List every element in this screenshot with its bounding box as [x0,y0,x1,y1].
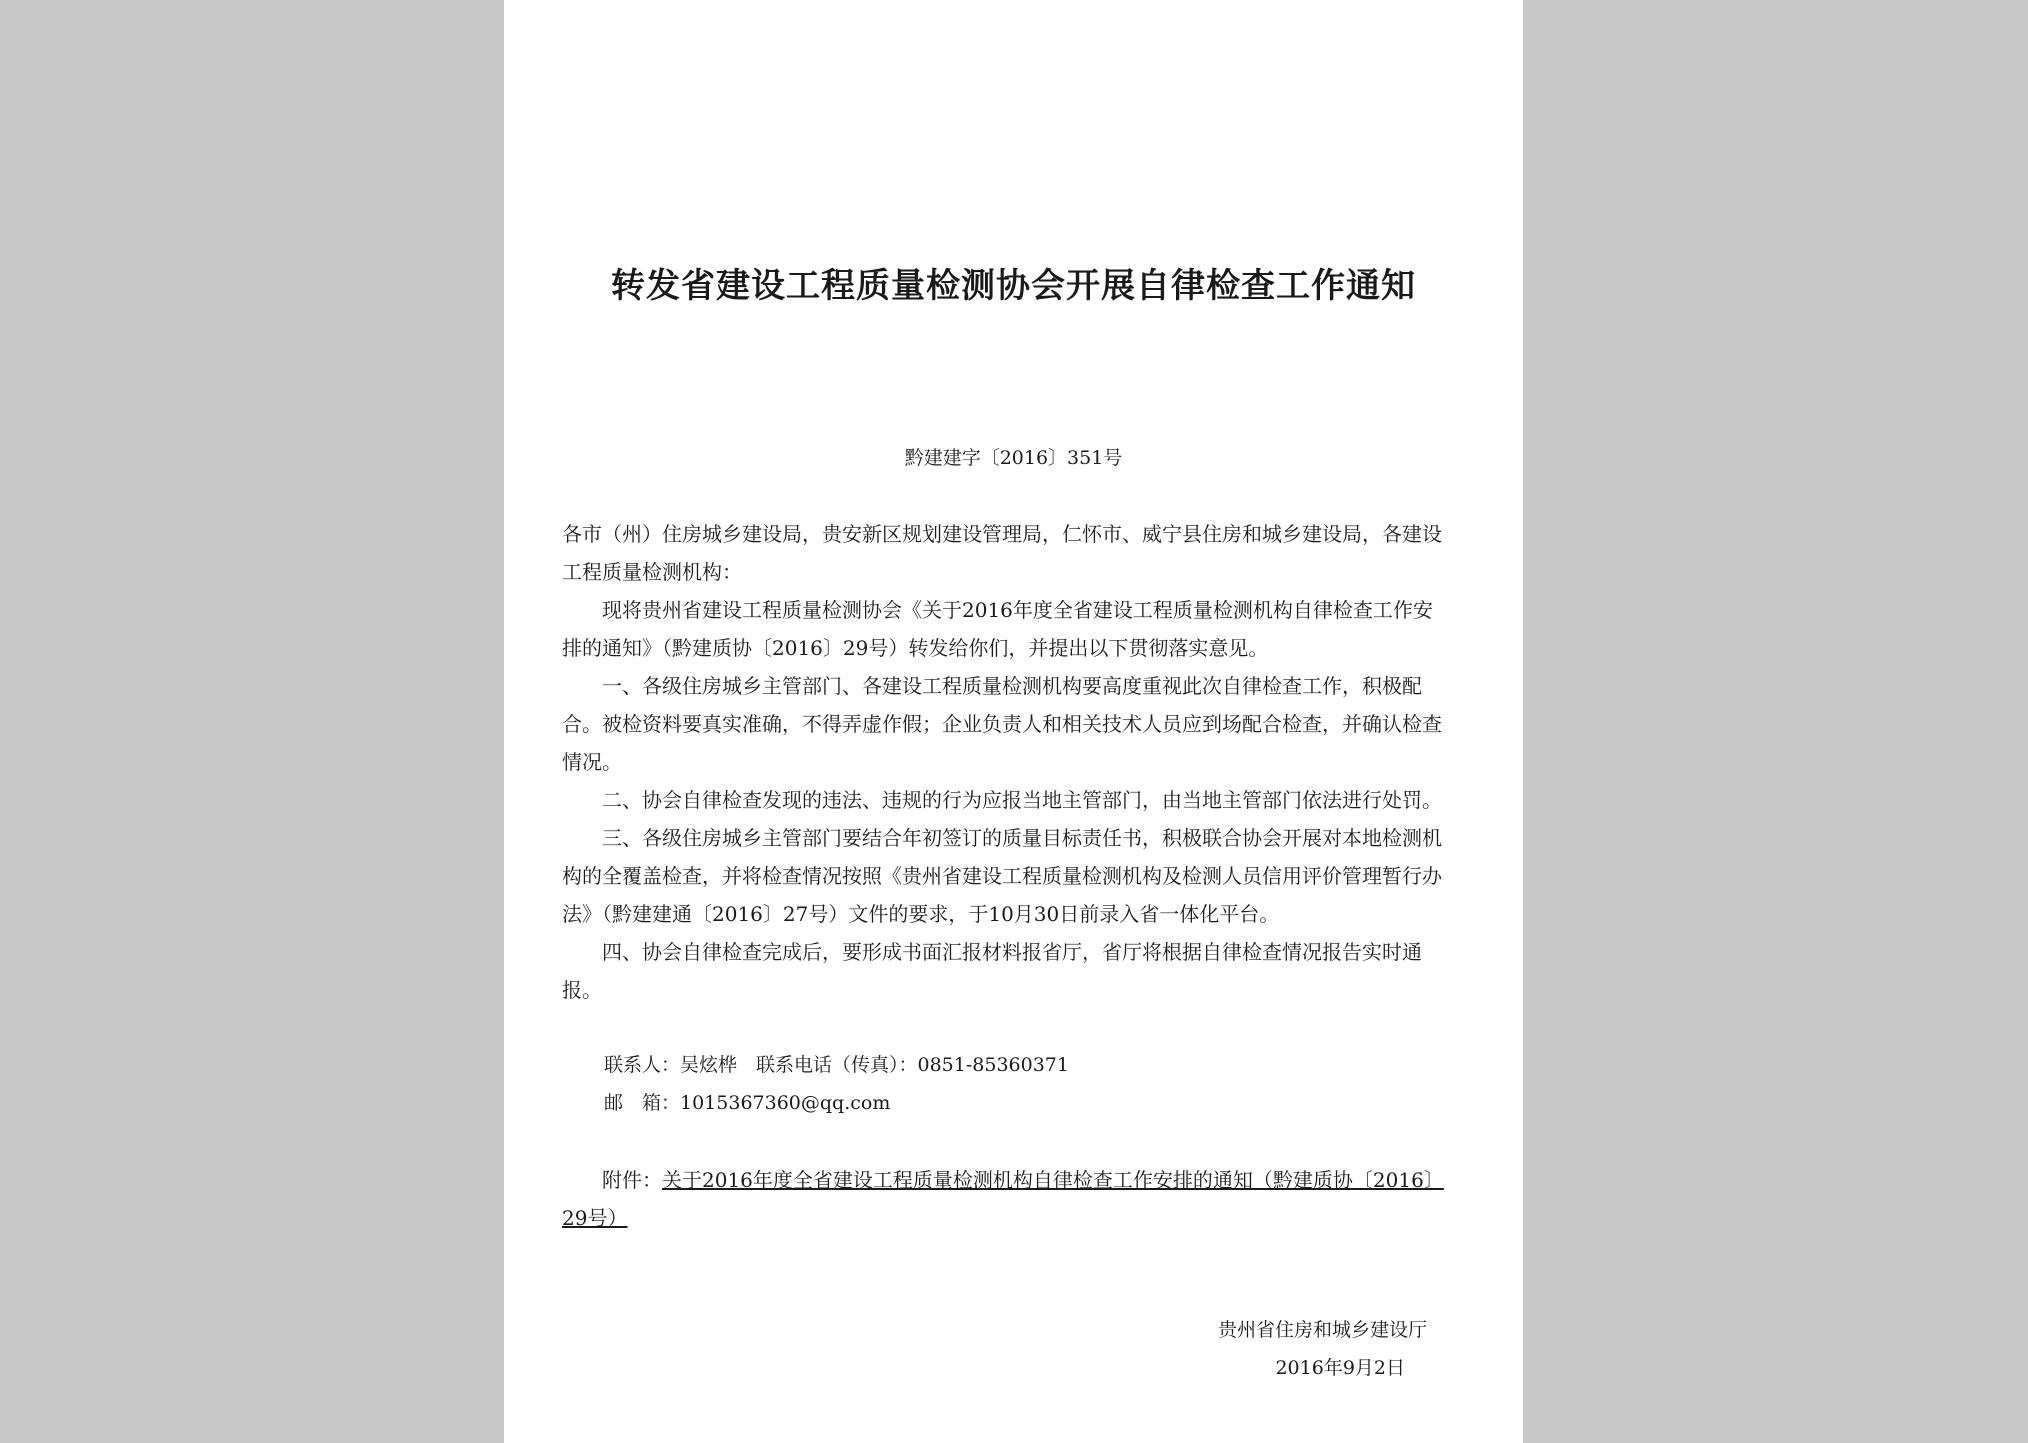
paragraph-intro: 现将贵州省建设工程质量检测协会《关于2016年度全省建设工程质量检测机构自律检查工作安排的通知》（黔建质协〔2016〕29号）转发给你们，并提出以下贯彻落实意见。 [562,598,1433,660]
document-body [562,515,1452,1009]
salutation: 各市（州）住房城乡建设局，贵安新区规划建设管理局，仁怀市、威宁县住房和城乡建设局，各建设工程质量检测机构： [562,522,1442,584]
document-page [504,0,1523,1443]
paragraph-item-4: 四、协会自律检查完成后，要形成书面汇报材料报省厅，省厅将根据自律检查情况报告实时通报。 [562,940,1422,1002]
document-title: 转发省建设工程质量检测协会开展自律检查工作通知 [611,266,1416,306]
paragraph-item-3: 三、各级住房城乡主管部门要结合年初签订的质量目标责任书，积极联合协会开展对本地检测机构的全覆盖检查，并将检查情况按照《贵州省建设工程质量检测机构及检测人员信用评价管理暂行办法》（黔建建通〔2016〕27号）文件的要求，于10月30日前录入省一体化平台。 [562,826,1442,926]
issue-date: 2016年9月2日 [1275,1357,1405,1379]
attachment [562,1161,1452,1237]
attachment-label: 附件： [602,1168,662,1192]
document-number: 黔建建字〔2016〕351号 [904,447,1123,469]
paragraph-item-1: 一、各级住房城乡主管部门、各建设工程质量检测机构要高度重视此次自律检查工作，积极配合。被检资料要真实准确，不得弄虚作假；企业负责人和相关技术人员应到场配合检查，并确认检查情况。 [562,674,1442,774]
email-line: 邮 箱：1015367360@qq.com [604,1092,891,1114]
attachment-link[interactable]: 关于2016年度全省建设工程质量检测机构自律检查工作安排的通知（黔建质协〔2016〕29号） [562,1168,1444,1230]
signer: 贵州省住房和城乡建设厅 [1217,1319,1427,1341]
paragraph-item-2: 二、协会自律检查发现的违法、违规的行为应报当地主管部门，由当地主管部门依法进行处罚。 [602,788,1442,812]
contact-line: 联系人：吴炫桦 联系电话（传真）：0851-85360371 [604,1054,1069,1076]
